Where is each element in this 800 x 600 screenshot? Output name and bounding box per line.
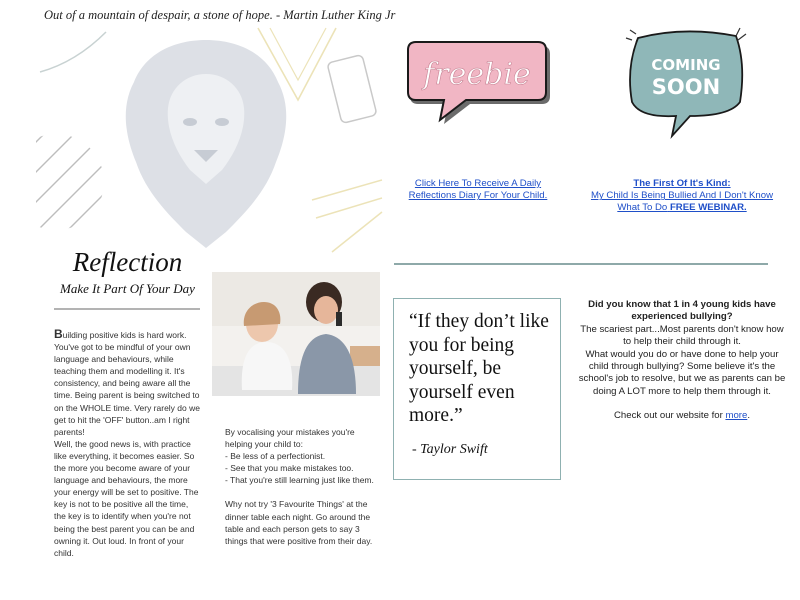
- taylor-swift-quote: “If they don’t like you for being yourself, be yourself even more.”: [409, 311, 549, 426]
- lion-illustration: [36, 22, 386, 254]
- webinar-title: The First Of It's Kind:: [633, 178, 731, 189]
- webinar-block: [584, 178, 780, 215]
- mlk-quote: Out of a mountain of despair, a stone of hope. - Martin Luther King Jr: [44, 8, 396, 22]
- freebie-text: freebie: [423, 57, 531, 92]
- freebie-link-block: [396, 178, 560, 202]
- body-paragraph-1: uilding positive kids is hard work. You've got to be mindful of your own language and behaviours, while teaching them and modelling it. It's consistency, and being aware all the time. Being parent is being switched to on the WHOLE time. Very rarely do we get to hit the 'OFF' button..am I right parents!: [54, 330, 200, 437]
- mid-body-text: [225, 426, 375, 547]
- section-divider: [394, 263, 768, 265]
- diary-link[interactable]: Click Here To Receive A Daily Reflections Diary For Your Child.: [408, 178, 548, 202]
- quote-author: - Taylor Swift: [412, 442, 488, 457]
- bullying-para-2: What would you do or have done to help your child through bullying? Some believe it's the school's job to resolve, but we as parents can be doing A LOT more to help them through it.: [578, 348, 786, 397]
- freebie-badge[interactable]: [404, 38, 554, 130]
- bullying-heading: Did you know that 1 in 4 young kids have experienced bullying?: [588, 299, 776, 323]
- title-divider: [54, 308, 200, 310]
- mother-baby-photo: [212, 272, 380, 396]
- reflection-title: Reflection: [72, 247, 183, 277]
- coming-text: COMING: [651, 56, 721, 74]
- bullying-cta: [576, 410, 788, 422]
- mid-bullet-3: - That you're still learning just like them.: [225, 475, 374, 486]
- mid-bullet-2: - See that you make mistakes too.: [225, 463, 354, 474]
- mid-closing: Why not try '3 Favourite Things' at the dinner table each night. Go around the table and each person gets to say 3 things that were positive from their day.: [225, 499, 373, 546]
- cta-prefix: Check out our website for: [614, 410, 726, 422]
- webinar-link-bold: FREE WEBINAR.: [669, 202, 747, 214]
- bullying-para-1: The scariest part...Most parents don't know how to help their child through it.: [580, 323, 784, 348]
- webinar-link[interactable]: [591, 190, 773, 213]
- coming-soon-badge: [620, 24, 750, 142]
- mid-bullet-1: - Be less of a perfectionist.: [225, 451, 326, 462]
- more-link[interactable]: more: [725, 410, 748, 422]
- webinar-link-text: My Child Is Being Bullied And I Don't Know What To Do: [590, 190, 774, 214]
- left-body-text: [54, 328, 202, 559]
- cta-suffix: .: [747, 410, 750, 422]
- bullying-info: [576, 299, 788, 423]
- drop-cap: B: [54, 327, 63, 341]
- body-paragraph-2: Well, the good news is, with practice like everything, it becomes easier. So the more you become aware of your language and behaviours, the more your energy will be set to positive. The key is not to be positive all the time, the key is to identify when you're not being the best parent you can be and owning it. Out loud. In front of your child.: [54, 438, 199, 558]
- soon-text: SOON: [651, 75, 721, 99]
- mid-intro: By vocalising your mistakes you're helping your child to:: [225, 427, 355, 450]
- reflection-subtitle: Make It Part Of Your Day: [60, 281, 195, 296]
- body-paragraph: [54, 328, 202, 438]
